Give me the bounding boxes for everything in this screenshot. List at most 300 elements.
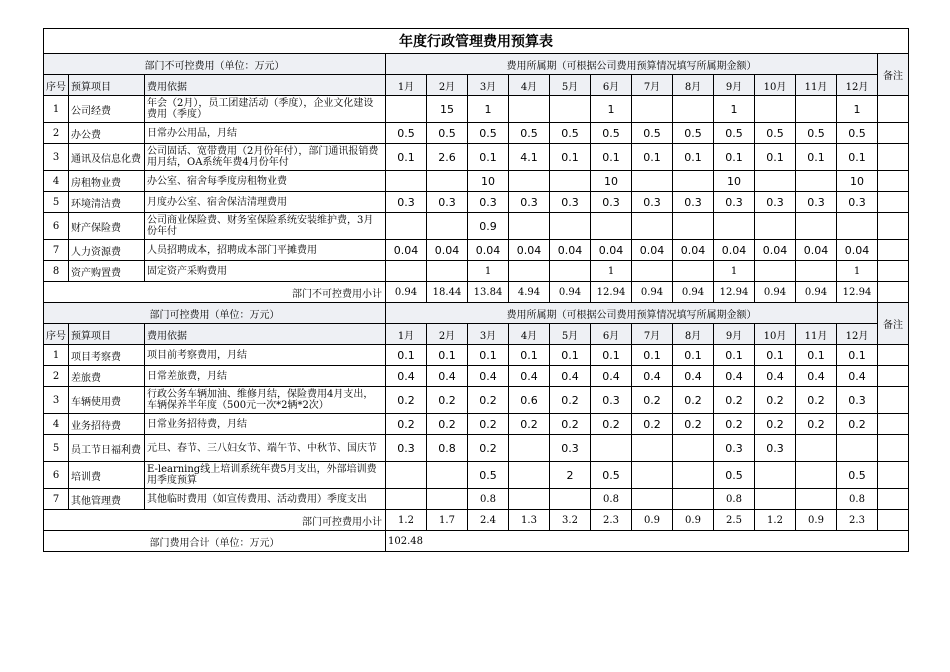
table-row: [44, 489, 909, 510]
month-value-cell[interactable]: [427, 261, 468, 282]
month-value-cell[interactable]: 0.2: [796, 387, 837, 414]
subtotal-value-cell[interactable]: 1.7: [427, 510, 468, 531]
month-value-cell[interactable]: 0.3: [632, 192, 673, 213]
remark-cell[interactable]: [878, 414, 909, 435]
row-seq[interactable]: 3: [44, 387, 69, 414]
month-value-cell[interactable]: 0.2: [468, 435, 509, 462]
month-value-cell[interactable]: 0.2: [796, 414, 837, 435]
month-value-cell[interactable]: [632, 489, 673, 510]
month-value-cell[interactable]: [632, 213, 673, 240]
row-basis[interactable]: 日常办公用品，月结: [145, 123, 386, 144]
seq-column-header: 序号: [44, 324, 69, 345]
table-row: [44, 435, 909, 462]
month-value-cell[interactable]: [386, 96, 427, 123]
subtotal-value-cell[interactable]: 1.2: [386, 510, 427, 531]
row-seq[interactable]: 5: [44, 435, 69, 462]
month-value-cell[interactable]: [550, 171, 591, 192]
month-value-cell[interactable]: 0.8: [714, 489, 755, 510]
month-value-cell[interactable]: 0.2: [755, 414, 796, 435]
month-value-cell[interactable]: 0.1: [550, 345, 591, 366]
uncontrollable-subtotal-row: [44, 282, 909, 303]
month-value-cell[interactable]: 0.5: [837, 123, 878, 144]
month-value-cell[interactable]: 0.5: [714, 123, 755, 144]
month-value-cell[interactable]: 0.3: [550, 435, 591, 462]
month-value-cell[interactable]: 0.1: [714, 345, 755, 366]
month-value-cell[interactable]: 0.3: [591, 192, 632, 213]
subtotal-value-cell[interactable]: 0.94: [673, 282, 714, 303]
month-value-cell[interactable]: 0.2: [427, 387, 468, 414]
remark-cell[interactable]: [878, 510, 909, 531]
month-value-cell[interactable]: [673, 213, 714, 240]
row-basis[interactable]: 日常差旅费，月结: [145, 366, 386, 387]
month-value-cell[interactable]: [755, 171, 796, 192]
row-seq[interactable]: 3: [44, 144, 69, 171]
month-value-cell[interactable]: [673, 489, 714, 510]
month-value-cell[interactable]: 0.4: [714, 366, 755, 387]
month-value-cell[interactable]: 2.6: [427, 144, 468, 171]
month-value-cell[interactable]: 0.5: [550, 123, 591, 144]
month-header: 11月: [796, 324, 837, 345]
remark-cell[interactable]: [878, 489, 909, 510]
month-value-cell[interactable]: 0.3: [591, 387, 632, 414]
subtotal-value-cell[interactable]: 12.94: [591, 282, 632, 303]
month-value-cell[interactable]: [632, 171, 673, 192]
month-value-cell[interactable]: 0.1: [509, 345, 550, 366]
subtotal-value-cell[interactable]: 12.94: [714, 282, 755, 303]
month-value-cell[interactable]: 1: [468, 261, 509, 282]
month-value-cell[interactable]: 0.4: [427, 366, 468, 387]
month-value-cell[interactable]: [386, 462, 427, 489]
month-value-cell[interactable]: 0.3: [714, 435, 755, 462]
month-value-cell[interactable]: [632, 435, 673, 462]
remark-header: 备注: [878, 303, 909, 345]
month-value-cell[interactable]: 10: [837, 171, 878, 192]
month-value-cell[interactable]: 1: [837, 96, 878, 123]
row-item[interactable]: 项目考察费: [69, 345, 145, 366]
table-row: [44, 144, 909, 171]
month-value-cell[interactable]: 0.1: [591, 345, 632, 366]
month-value-cell[interactable]: 0.04: [673, 240, 714, 261]
month-value-cell[interactable]: 0.4: [550, 366, 591, 387]
remark-cell[interactable]: [878, 144, 909, 171]
month-value-cell[interactable]: 0.1: [632, 345, 673, 366]
month-value-cell[interactable]: [796, 489, 837, 510]
month-header: 2月: [427, 324, 468, 345]
month-value-cell[interactable]: [550, 489, 591, 510]
month-value-cell[interactable]: 0.3: [837, 192, 878, 213]
month-value-cell[interactable]: 0.4: [509, 366, 550, 387]
subtotal-value-cell[interactable]: 4.94: [509, 282, 550, 303]
table-row: [44, 387, 909, 414]
subtotal-value-cell[interactable]: 0.9: [632, 510, 673, 531]
month-value-cell[interactable]: [550, 213, 591, 240]
subtotal-value-cell[interactable]: 0.94: [386, 282, 427, 303]
month-value-cell[interactable]: [509, 489, 550, 510]
row-item[interactable]: 培训费: [69, 462, 145, 489]
row-basis[interactable]: 其他临时费用（如宣传费用、活动费用）季度支出: [145, 489, 386, 510]
month-value-cell[interactable]: 1: [714, 96, 755, 123]
month-header: 10月: [755, 75, 796, 96]
month-value-cell[interactable]: 0.1: [386, 144, 427, 171]
row-basis[interactable]: 日常业务招待费，月结: [145, 414, 386, 435]
row-item[interactable]: 资产购置费: [69, 261, 145, 282]
row-item[interactable]: 房租物业费: [69, 171, 145, 192]
remark-cell[interactable]: [878, 387, 909, 414]
month-value-cell[interactable]: 0.2: [673, 387, 714, 414]
month-value-cell[interactable]: 0.5: [632, 123, 673, 144]
month-value-cell[interactable]: [427, 171, 468, 192]
month-value-cell[interactable]: 0.2: [550, 387, 591, 414]
month-value-cell[interactable]: 0.2: [386, 414, 427, 435]
month-value-cell[interactable]: 0.04: [468, 240, 509, 261]
month-value-cell[interactable]: 0.2: [755, 387, 796, 414]
month-value-cell[interactable]: [591, 435, 632, 462]
month-value-cell[interactable]: [796, 96, 837, 123]
month-value-cell[interactable]: 0.4: [386, 366, 427, 387]
month-value-cell[interactable]: [386, 213, 427, 240]
month-value-cell[interactable]: 0.2: [673, 414, 714, 435]
month-value-cell[interactable]: 0.2: [427, 414, 468, 435]
month-value-cell[interactable]: 0.5: [427, 123, 468, 144]
month-value-cell[interactable]: [755, 462, 796, 489]
basis-column-header: 费用依据: [145, 324, 386, 345]
month-value-cell[interactable]: 0.04: [714, 240, 755, 261]
row-basis[interactable]: 元旦、春节、三八妇女节、端午节、中秋节、国庆节: [145, 435, 386, 462]
subtotal-value-cell[interactable]: 2.5: [714, 510, 755, 531]
month-value-cell[interactable]: 0.5: [591, 123, 632, 144]
remark-cell[interactable]: [878, 240, 909, 261]
month-value-cell[interactable]: [673, 96, 714, 123]
month-header: 9月: [714, 324, 755, 345]
month-value-cell[interactable]: 2: [550, 462, 591, 489]
month-value-cell[interactable]: [673, 462, 714, 489]
month-value-cell[interactable]: 0.3: [386, 192, 427, 213]
row-seq[interactable]: 4: [44, 171, 69, 192]
month-value-cell[interactable]: 0.04: [427, 240, 468, 261]
month-header: 6月: [591, 324, 632, 345]
subtotal-value-cell[interactable]: 12.94: [837, 282, 878, 303]
month-value-cell[interactable]: 0.04: [796, 240, 837, 261]
table-row: [44, 414, 909, 435]
month-value-cell[interactable]: [796, 213, 837, 240]
row-basis[interactable]: 月度办公室、宿舍保洁清理费用: [145, 192, 386, 213]
month-value-cell[interactable]: 0.04: [632, 240, 673, 261]
month-value-cell[interactable]: [755, 489, 796, 510]
month-value-cell[interactable]: 0.4: [755, 366, 796, 387]
month-value-cell[interactable]: [837, 213, 878, 240]
month-value-cell[interactable]: 0.04: [837, 240, 878, 261]
grand-total-value[interactable]: 102.48: [386, 531, 909, 552]
remark-cell[interactable]: [878, 366, 909, 387]
month-value-cell[interactable]: 0.1: [837, 345, 878, 366]
month-value-cell[interactable]: 1: [714, 261, 755, 282]
row-basis[interactable]: 年会（2月），员工团建活动（季度），企业文化建设费用（季度）: [145, 96, 386, 123]
month-value-cell[interactable]: 15: [427, 96, 468, 123]
subtotal-value-cell[interactable]: 0.94: [755, 282, 796, 303]
subtotal-value-cell[interactable]: 2.3: [837, 510, 878, 531]
month-value-cell[interactable]: 0.2: [509, 414, 550, 435]
row-item[interactable]: 其他管理费: [69, 489, 145, 510]
month-value-cell[interactable]: 0.1: [796, 345, 837, 366]
month-value-cell[interactable]: 0.4: [632, 366, 673, 387]
month-value-cell[interactable]: [427, 213, 468, 240]
month-value-cell[interactable]: [386, 489, 427, 510]
month-value-cell[interactable]: 0.1: [714, 144, 755, 171]
month-value-cell[interactable]: [837, 435, 878, 462]
month-value-cell[interactable]: 0.8: [591, 489, 632, 510]
month-value-cell[interactable]: 0.8: [468, 489, 509, 510]
remark-cell[interactable]: [878, 192, 909, 213]
month-value-cell[interactable]: 10: [468, 171, 509, 192]
row-basis[interactable]: 项目前考察费用，月结: [145, 345, 386, 366]
month-value-cell[interactable]: 0.1: [386, 345, 427, 366]
remark-cell[interactable]: [878, 213, 909, 240]
row-seq[interactable]: 6: [44, 462, 69, 489]
remark-cell[interactable]: [878, 345, 909, 366]
row-item[interactable]: 环境清洁费: [69, 192, 145, 213]
row-seq[interactable]: 6: [44, 213, 69, 240]
month-value-cell[interactable]: [673, 171, 714, 192]
row-seq[interactable]: 1: [44, 345, 69, 366]
month-value-cell[interactable]: 0.1: [796, 144, 837, 171]
month-value-cell[interactable]: 1: [591, 96, 632, 123]
month-value-cell[interactable]: 0.3: [427, 192, 468, 213]
month-value-cell[interactable]: 0.3: [550, 192, 591, 213]
table-row: [44, 171, 909, 192]
month-value-cell[interactable]: 0.3: [755, 192, 796, 213]
month-value-cell[interactable]: 0.1: [673, 345, 714, 366]
subtotal-value-cell[interactable]: 0.94: [550, 282, 591, 303]
month-value-cell[interactable]: 0.04: [755, 240, 796, 261]
month-value-cell[interactable]: 0.4: [673, 366, 714, 387]
controllable-header-row: [44, 303, 909, 324]
remark-cell[interactable]: [878, 171, 909, 192]
month-value-cell[interactable]: 0.04: [591, 240, 632, 261]
month-value-cell[interactable]: 0.2: [591, 414, 632, 435]
remark-cell[interactable]: [878, 435, 909, 462]
month-value-cell[interactable]: 0.8: [427, 435, 468, 462]
month-value-cell[interactable]: 0.8: [837, 489, 878, 510]
month-header: 4月: [509, 324, 550, 345]
month-header: 12月: [837, 75, 878, 96]
remark-cell[interactable]: [878, 462, 909, 489]
remark-cell[interactable]: [878, 123, 909, 144]
month-value-cell[interactable]: 0.4: [837, 366, 878, 387]
month-value-cell[interactable]: 0.1: [468, 144, 509, 171]
month-value-cell[interactable]: [509, 171, 550, 192]
month-value-cell[interactable]: 0.2: [550, 414, 591, 435]
row-item[interactable]: 员工节日福利费: [69, 435, 145, 462]
month-value-cell[interactable]: 0.3: [673, 192, 714, 213]
remark-cell[interactable]: [878, 282, 909, 303]
month-header: 3月: [468, 75, 509, 96]
row-item[interactable]: 通讯及信息化费: [69, 144, 145, 171]
subtotal-value-cell[interactable]: 2.3: [591, 510, 632, 531]
month-value-cell[interactable]: 0.1: [755, 144, 796, 171]
subtotal-value-cell[interactable]: 18.44: [427, 282, 468, 303]
month-value-cell[interactable]: 1: [591, 261, 632, 282]
month-value-cell[interactable]: 0.1: [427, 345, 468, 366]
month-value-cell[interactable]: [632, 96, 673, 123]
row-basis[interactable]: E-learning线上培训系统年费5月支出，外部培训费用季度预算: [145, 462, 386, 489]
month-value-cell[interactable]: 0.2: [386, 387, 427, 414]
row-seq[interactable]: 4: [44, 414, 69, 435]
month-value-cell[interactable]: 0.1: [550, 144, 591, 171]
row-item[interactable]: 业务招待费: [69, 414, 145, 435]
month-value-cell[interactable]: [550, 96, 591, 123]
month-value-cell[interactable]: [632, 462, 673, 489]
month-value-cell[interactable]: 0.2: [468, 414, 509, 435]
month-value-cell[interactable]: [796, 435, 837, 462]
month-value-cell[interactable]: [755, 213, 796, 240]
uncontrollable-column-header-row: [44, 75, 909, 96]
row-basis[interactable]: 办公室、宿舍每季度房租物业费: [145, 171, 386, 192]
row-item[interactable]: 办公费: [69, 123, 145, 144]
month-value-cell[interactable]: 0.2: [468, 387, 509, 414]
month-value-cell[interactable]: 0.3: [468, 192, 509, 213]
month-value-cell[interactable]: 0.5: [468, 123, 509, 144]
table-row: [44, 345, 909, 366]
month-value-cell[interactable]: 1: [837, 261, 878, 282]
month-value-cell[interactable]: [550, 261, 591, 282]
table-row: [44, 261, 909, 282]
month-value-cell[interactable]: 0.1: [468, 345, 509, 366]
row-basis[interactable]: 公司商业保险费、财务室保险系统安装维护费，3月份年付: [145, 213, 386, 240]
month-value-cell[interactable]: 0.3: [755, 435, 796, 462]
remark-cell[interactable]: [878, 96, 909, 123]
month-value-cell[interactable]: 0.1: [673, 144, 714, 171]
month-value-cell[interactable]: [755, 96, 796, 123]
month-value-cell[interactable]: 0.04: [386, 240, 427, 261]
month-value-cell[interactable]: 0.1: [755, 345, 796, 366]
month-value-cell[interactable]: 0.5: [755, 123, 796, 144]
uncontrollable-header: 部门不可控费用（单位：万元）: [44, 54, 386, 75]
month-value-cell[interactable]: 0.4: [591, 366, 632, 387]
row-seq[interactable]: 7: [44, 489, 69, 510]
month-value-cell[interactable]: 0.04: [509, 240, 550, 261]
table-row: [44, 96, 909, 123]
month-value-cell[interactable]: 0.3: [796, 192, 837, 213]
row-seq[interactable]: 7: [44, 240, 69, 261]
month-value-cell[interactable]: 0.2: [714, 414, 755, 435]
period-header: 费用所属期（可根据公司费用预算情况填写所属期金额）: [386, 54, 878, 75]
month-value-cell[interactable]: [427, 489, 468, 510]
subtotal-value-cell[interactable]: 1.2: [755, 510, 796, 531]
basis-column-header: 费用依据: [145, 75, 386, 96]
remark-cell[interactable]: [878, 261, 909, 282]
month-value-cell[interactable]: [509, 435, 550, 462]
subtotal-value-cell[interactable]: 0.9: [796, 510, 837, 531]
month-value-cell[interactable]: 0.2: [714, 387, 755, 414]
month-header: 5月: [550, 324, 591, 345]
month-value-cell[interactable]: 0.5: [509, 123, 550, 144]
month-value-cell[interactable]: [509, 96, 550, 123]
month-value-cell[interactable]: 0.5: [591, 462, 632, 489]
subtotal-value-cell[interactable]: 0.9: [673, 510, 714, 531]
month-value-cell[interactable]: 0.5: [796, 123, 837, 144]
subtotal-value-cell[interactable]: 2.4: [468, 510, 509, 531]
month-value-cell[interactable]: [632, 261, 673, 282]
subtotal-value-cell[interactable]: 3.2: [550, 510, 591, 531]
row-item[interactable]: 车辆使用费: [69, 387, 145, 414]
month-value-cell[interactable]: 0.2: [632, 387, 673, 414]
month-value-cell[interactable]: 0.5: [468, 462, 509, 489]
month-header: 10月: [755, 324, 796, 345]
month-value-cell[interactable]: 0.3: [386, 435, 427, 462]
uncontrollable-subtotal-label: 部门不可控费用小计: [44, 282, 386, 303]
grand-total-row: [44, 531, 909, 552]
row-item[interactable]: 差旅费: [69, 366, 145, 387]
controllable-subtotal-label: 部门可控费用小计: [44, 510, 386, 531]
row-item[interactable]: 人力资源费: [69, 240, 145, 261]
row-seq[interactable]: 2: [44, 366, 69, 387]
month-value-cell[interactable]: [591, 213, 632, 240]
row-seq[interactable]: 1: [44, 96, 69, 123]
month-value-cell[interactable]: [386, 171, 427, 192]
month-value-cell[interactable]: [796, 462, 837, 489]
title-row: [44, 29, 909, 54]
month-value-cell[interactable]: 10: [591, 171, 632, 192]
month-value-cell[interactable]: 0.3: [837, 387, 878, 414]
row-item[interactable]: 财产保险费: [69, 213, 145, 240]
subtotal-value-cell[interactable]: 0.94: [632, 282, 673, 303]
month-value-cell[interactable]: 0.4: [468, 366, 509, 387]
month-value-cell[interactable]: 0.1: [591, 144, 632, 171]
month-value-cell[interactable]: 0.5: [837, 462, 878, 489]
month-value-cell[interactable]: [509, 213, 550, 240]
row-basis[interactable]: 人员招聘成本，招聘成本部门平摊费用: [145, 240, 386, 261]
row-basis[interactable]: 行政公务车辆加油、维修月结，保险费用4月支出，车辆保养半年度（500元一次*2辆*2次）: [145, 387, 386, 414]
month-value-cell[interactable]: [755, 261, 796, 282]
row-basis[interactable]: 公司固话、宽带费用（2月份年付），部门通讯报销费用月结，OA系统年费4月份年付: [145, 144, 386, 171]
month-value-cell[interactable]: [714, 213, 755, 240]
month-value-cell[interactable]: 0.5: [673, 123, 714, 144]
month-value-cell[interactable]: [796, 171, 837, 192]
month-value-cell[interactable]: 0.3: [509, 192, 550, 213]
month-value-cell[interactable]: 0.3: [714, 192, 755, 213]
subtotal-value-cell[interactable]: 1.3: [509, 510, 550, 531]
row-seq[interactable]: 8: [44, 261, 69, 282]
month-value-cell[interactable]: [673, 261, 714, 282]
month-value-cell[interactable]: [427, 462, 468, 489]
row-item[interactable]: 公司经费: [69, 96, 145, 123]
month-value-cell[interactable]: 0.5: [714, 462, 755, 489]
table-row: [44, 213, 909, 240]
row-seq[interactable]: 2: [44, 123, 69, 144]
month-value-cell[interactable]: 0.1: [632, 144, 673, 171]
month-value-cell[interactable]: 0.1: [837, 144, 878, 171]
month-value-cell[interactable]: [796, 261, 837, 282]
month-value-cell[interactable]: 0.9: [468, 213, 509, 240]
month-value-cell[interactable]: 0.2: [632, 414, 673, 435]
row-seq[interactable]: 5: [44, 192, 69, 213]
month-value-cell[interactable]: 10: [714, 171, 755, 192]
month-value-cell[interactable]: [386, 261, 427, 282]
month-value-cell[interactable]: 0.5: [386, 123, 427, 144]
month-value-cell[interactable]: 0.04: [550, 240, 591, 261]
month-value-cell[interactable]: [509, 261, 550, 282]
month-value-cell[interactable]: 4.1: [509, 144, 550, 171]
subtotal-value-cell[interactable]: 13.84: [468, 282, 509, 303]
month-value-cell[interactable]: 0.6: [509, 387, 550, 414]
month-value-cell[interactable]: 0.4: [796, 366, 837, 387]
month-value-cell[interactable]: [509, 462, 550, 489]
row-basis[interactable]: 固定资产采购费用: [145, 261, 386, 282]
month-value-cell[interactable]: [673, 435, 714, 462]
month-value-cell[interactable]: 1: [468, 96, 509, 123]
subtotal-value-cell[interactable]: 0.94: [796, 282, 837, 303]
month-value-cell[interactable]: 0.2: [837, 414, 878, 435]
